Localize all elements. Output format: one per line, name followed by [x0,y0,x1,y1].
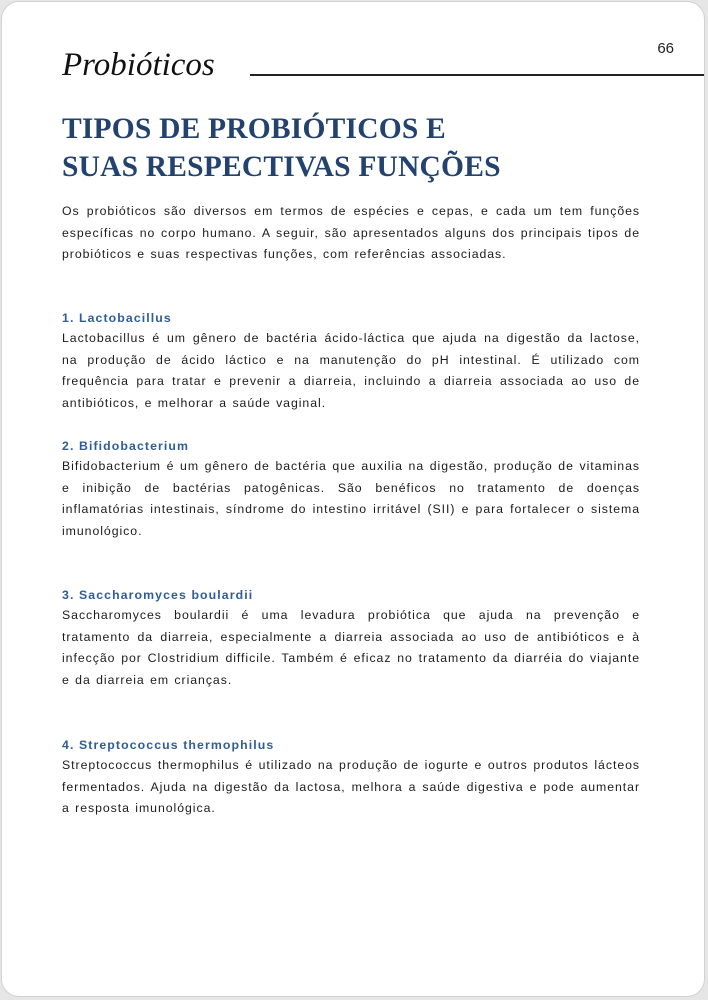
main-title-line-2: SUAS RESPECTIVAS FUNÇÕES [62,151,501,183]
main-title-line-1: TIPOS DE PROBIÓTICOS E [62,113,446,145]
intro-paragraph: Os probióticos são diversos em termos de espécies e cepas, e cada um tem funções específicas no corpo humano. A seguir, são apresentados alguns dos principais tipos de probióticos e suas respectivas funções, com referências associadas. [62,204,640,262]
section-text-streptococcus: Streptococcus thermophilus é utilizado na produção de iogurte e outros produtos lácteos fermentados. Ajuda na digestão da lactosa, melhora a saúde digestiva e pode aumentar a resposta imunológica. [62,758,640,816]
section-heading-bifidobacterium: 2. Bifidobacterium [62,439,190,453]
header-title: Probióticos [62,47,215,83]
document-page [1,1,705,997]
section-text-saccharomyces: Saccharomyces boulardii é uma levadura probiótica que ajuda na prevenção e tratamento da diarreia, especialmente a diarreia associada ao uso de antibióticos e à infecção por Clostridium difficile. Também é eficaz no tratamento da diarréia do viajante e da diarreia em crianças. [62,608,640,688]
page-number: 66 [657,40,674,57]
section-heading-lactobacillus: 1. Lactobacillus [62,311,172,325]
section-text-bifidobacterium: Bifidobacterium é um gênero de bactéria que auxilia na digestão, produção de vitaminas e inibição de bactérias patogênicas. São benéficos no tratamento de doenças inflamatórias intestinais, síndrome do intestino irritável (SII) e para fortalecer o sistema imunológico. [62,459,640,539]
header-rule [250,74,704,76]
section-heading-streptococcus: 4. Streptococcus thermophilus [62,738,275,752]
section-text-lactobacillus: Lactobacillus é um gênero de bactéria ácido-láctica que ajuda na digestão da lactose, na produção de ácido láctico e na manutenção do pH intestinal. É utilizado com frequência para tratar e prevenir a diarreia, incluindo a diarreia associada ao uso de antibióticos, e melhorar a saúde vaginal. [62,331,640,411]
main-title [62,110,662,186]
section-heading-saccharomyces: 3. Saccharomyces boulardii [62,588,254,602]
